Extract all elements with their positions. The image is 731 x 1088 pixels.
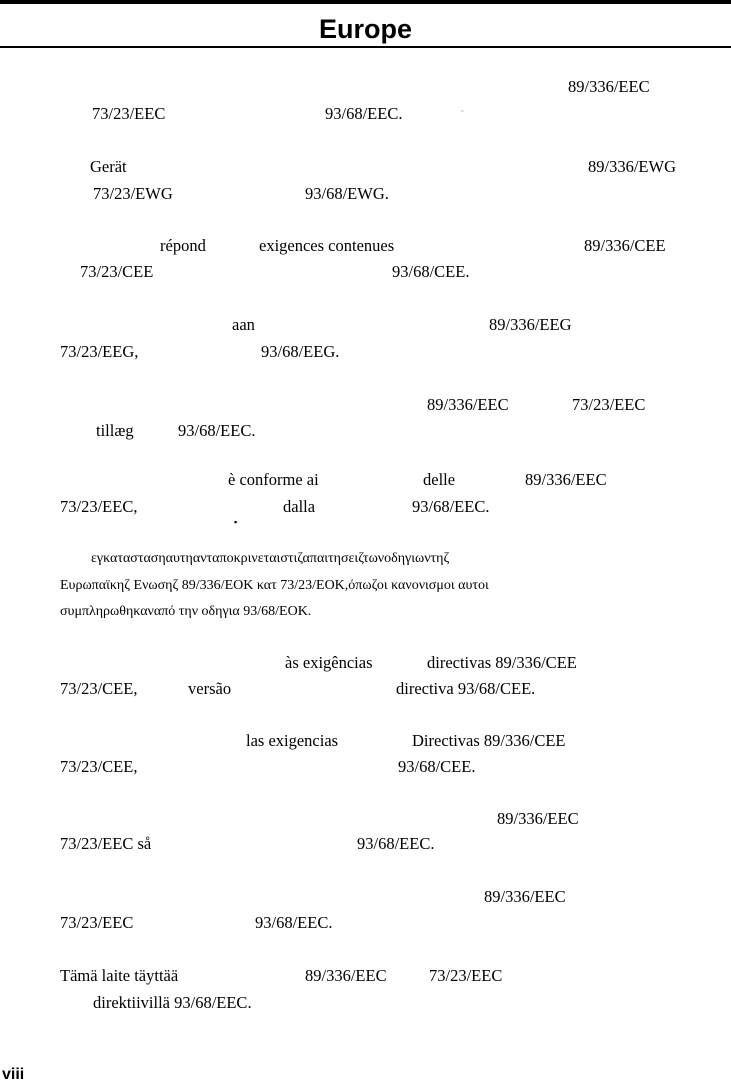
directive-ref: directivas 89/336/CEE bbox=[427, 653, 577, 672]
greek-line: συμπληρωθηκαναπό την οδηγια 93/68/ΕΟΚ. bbox=[60, 604, 312, 619]
directive-ref: 73/23/EEC, bbox=[60, 497, 138, 516]
directive-ref: 73/23/EEC bbox=[572, 395, 646, 414]
word-fragment: è conforme ai bbox=[228, 470, 319, 489]
stray-mark: ᵕ bbox=[461, 106, 464, 116]
title-underline bbox=[0, 46, 731, 48]
directive-ref: 93/68/CEE. bbox=[398, 757, 476, 776]
stray-mark: ▪ bbox=[234, 517, 238, 527]
directive-ref: 93/68/EWG. bbox=[305, 184, 389, 203]
word-fragment: Tämä laite täyttää bbox=[60, 966, 179, 985]
directive-ref: direktiivillä 93/68/EEC. bbox=[93, 993, 252, 1012]
directive-ref: 93/68/EEC. bbox=[178, 421, 256, 440]
word-fragment: Gerät bbox=[90, 157, 127, 176]
directive-ref: 93/68/EEC. bbox=[357, 834, 435, 853]
directive-ref: 73/23/EEC bbox=[92, 104, 166, 123]
word-fragment: aan bbox=[232, 315, 255, 334]
directive-ref: 89/336/EEG bbox=[489, 315, 572, 334]
directive-ref: 93/68/EEC. bbox=[412, 497, 490, 516]
directive-ref: 73/23/EEG, bbox=[60, 342, 139, 361]
word-fragment: exigences contenues bbox=[259, 236, 395, 255]
directive-ref: 73/23/CEE bbox=[80, 262, 154, 281]
directive-ref: 89/336/CEE bbox=[584, 236, 666, 255]
directive-ref: 73/23/EEC så bbox=[60, 834, 152, 853]
directive-ref: 89/336/EEC bbox=[497, 809, 579, 828]
word-fragment: delle bbox=[423, 470, 456, 489]
directive-ref: 73/23/CEE, bbox=[60, 757, 138, 776]
directive-ref: 89/336/EEC bbox=[305, 966, 387, 985]
directive-ref: 93/68/CEE. bbox=[392, 262, 470, 281]
directive-ref: 89/336/EEC bbox=[568, 77, 650, 96]
directive-ref: 73/23/EEC bbox=[429, 966, 503, 985]
directive-ref: 93/68/EEG. bbox=[261, 342, 340, 361]
word-fragment: dalla bbox=[283, 497, 316, 516]
directive-ref: 73/23/EEC bbox=[60, 913, 134, 932]
directive-ref: 89/336/EEC bbox=[427, 395, 509, 414]
page-number: viii bbox=[2, 1066, 25, 1083]
directive-ref: 89/336/EEC bbox=[525, 470, 607, 489]
directive-ref: 89/336/EEC bbox=[484, 887, 566, 906]
directive-ref: 73/23/CEE, bbox=[60, 679, 138, 698]
word-fragment: às exigências bbox=[285, 653, 373, 672]
directive-ref: 93/68/EEC. bbox=[255, 913, 333, 932]
directive-ref: 93/68/EEC. bbox=[325, 104, 403, 123]
page-title: Europe bbox=[318, 14, 412, 44]
word-fragment: tillæg bbox=[96, 421, 134, 440]
top-rule bbox=[0, 0, 731, 4]
greek-line: εγκαταστασηαυτηανταποκρινεταιστιζαπαιτησειζτωνοδηγιωντηζ bbox=[91, 551, 450, 566]
directive-ref: 89/336/EWG bbox=[588, 157, 676, 176]
word-fragment: versão bbox=[188, 679, 232, 698]
directive-ref: Directivas 89/336/CEE bbox=[412, 731, 566, 750]
greek-line: Ευρωπαϊκηζ Ενωσηζ 89/336/ΕΟΚ κατ 73/23/ΕΟΚ,όπωζοι κανονισμοι αυτοι bbox=[60, 578, 489, 593]
word-fragment: répond bbox=[160, 236, 206, 255]
directive-ref: 73/23/EWG bbox=[93, 184, 173, 203]
word-fragment: las exigencias bbox=[246, 731, 339, 750]
directive-ref: directiva 93/68/CEE. bbox=[396, 679, 536, 698]
